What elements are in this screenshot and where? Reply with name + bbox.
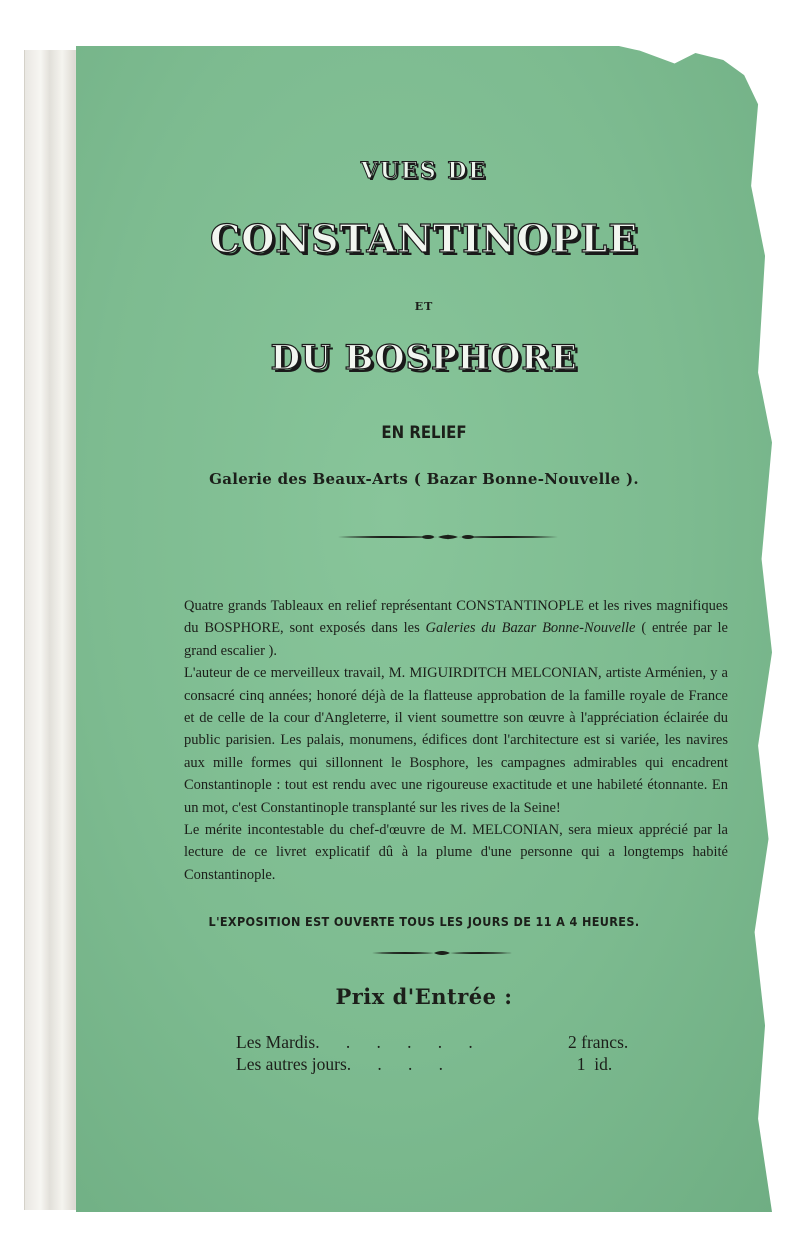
description-text: [184, 595, 728, 886]
title-line-vues-de: VUES DE: [360, 158, 488, 184]
ornamental-rule: [338, 532, 558, 542]
paragraph-1-tail: ( entrée par le grand escalier ).: [184, 620, 728, 659]
cover-content: [76, 46, 772, 1212]
title-connector-et: ET: [414, 300, 434, 313]
price-row: [236, 1053, 656, 1075]
paragraph-1: [184, 595, 728, 662]
price-label: Les Mardis. . . . . .: [236, 1032, 473, 1052]
paragraph-2: L'auteur de ce merveilleux travail, M. MIGUIRDITCH MELCONIAN, artiste Arménien, y a consacré cinq années; honoré déjà de la flatteuse approbation de la famille royale de France et de celle de la cour d'Angleterre, il vient soumettre son œuvre à l'appréciation éclairée du public parisien. Les palais, monumens, édifices dont l'architecture est si variée, les navires aux mille formes qui sillonnent le Bosphore, les campagnes admirables qui encadrent Constantinople : tout est rendu avec une rigoureuse exactitude et une habileté étonnante. En un mot, c'est Constantinople transplanté sur les rives de la Seine!: [184, 665, 728, 816]
price-list: [236, 1031, 656, 1075]
venue-line: Galerie des Beaux-Arts ( Bazar Bonne-Nouvelle ).: [209, 470, 639, 488]
subtitle-en-relief: EN RELIEF: [381, 423, 467, 443]
prix-heading: Prix d'Entrée :: [335, 984, 513, 1009]
paragraph-3: Le mérite incontestable du chef-d'œuvre de M. MELCONIAN, sera mieux apprécié par la lecture de ce livret explicatif dû à la plume d'une personne qui a longtemps habité Constantinople.: [184, 822, 728, 883]
paragraph-1-text: Quatre grands Tableaux en relief représentant CONSTANTINOPLE et les rives magnifiques du BOSPHORE, sont exposés dans les: [184, 598, 728, 637]
title-line-constantinople: CONSTANTINOPLE: [209, 216, 639, 261]
paragraph-1-italic: Galeries du Bazar Bonne-Nouvelle: [425, 620, 636, 637]
exposition-hours: L'EXPOSITION EST OUVERTE TOUS LES JOURS DE 11 A 4 HEURES.: [208, 914, 640, 929]
price-value: 2 francs.: [568, 1032, 629, 1052]
ornamental-rule-small: [372, 948, 512, 958]
price-label: Les autres jours. . . .: [236, 1054, 444, 1074]
price-value: 1 id.: [568, 1054, 613, 1074]
title-line-du-bosphore: DU BOSPHORE: [270, 338, 578, 378]
price-row: [236, 1031, 656, 1053]
